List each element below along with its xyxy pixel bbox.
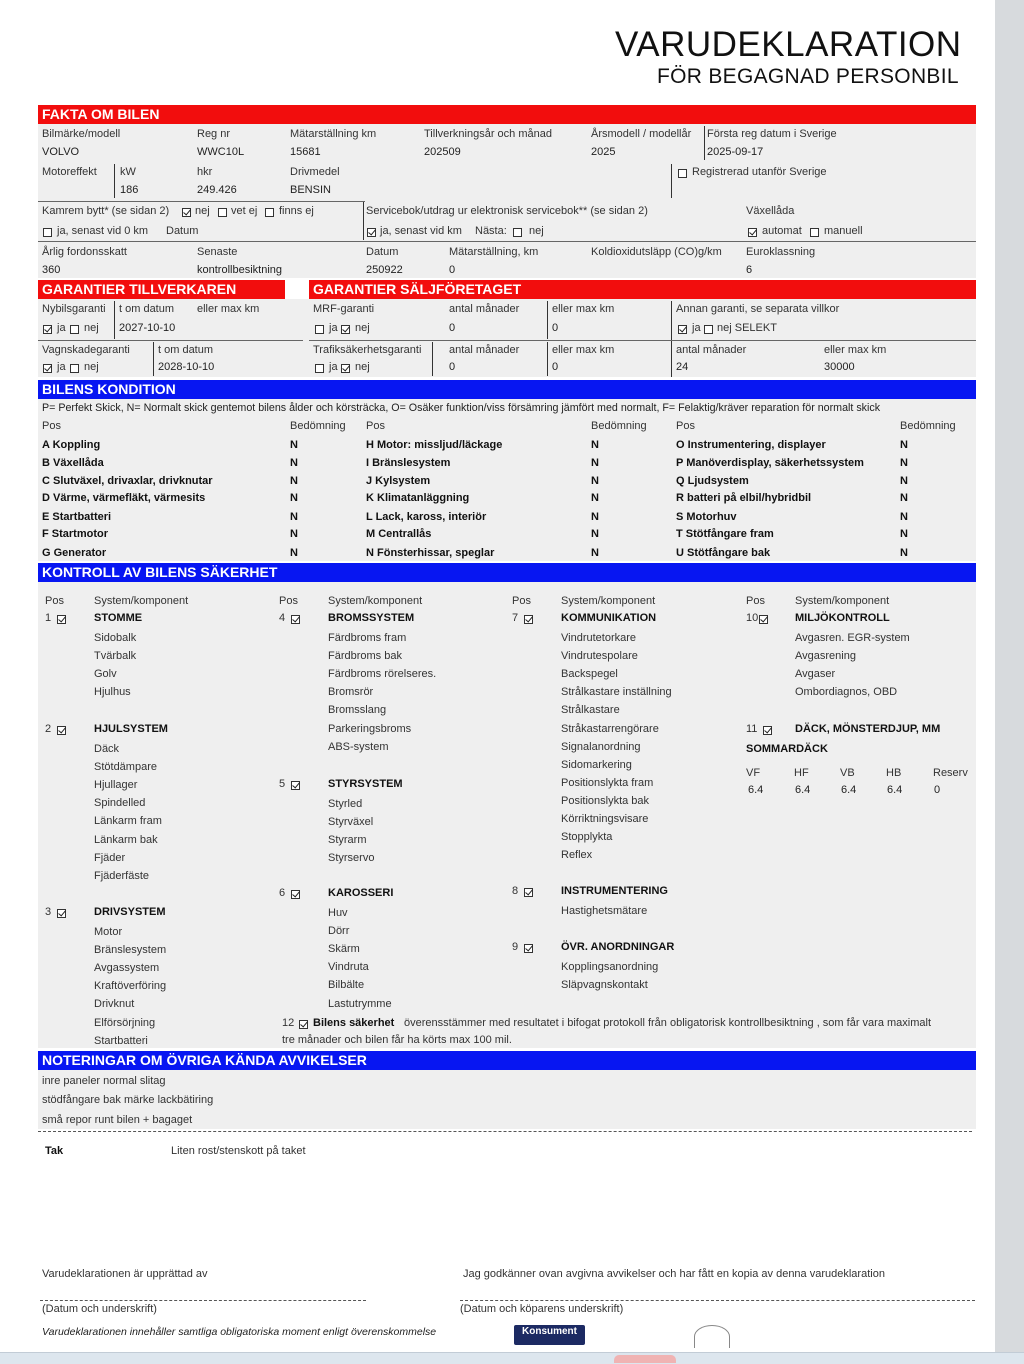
label-dack-hb: HB	[886, 767, 902, 779]
group-number: 1	[45, 612, 52, 624]
value-tak: Liten rost/stenskott på taket	[171, 1145, 306, 1157]
component-item: Länkarm bak	[94, 833, 158, 846]
component-item: Vindrutespolare	[561, 650, 638, 663]
value-matarstallning: 15681	[290, 146, 321, 158]
group-checkbox[interactable]	[763, 726, 772, 735]
component-item: Stråkastarrengörare	[561, 722, 659, 735]
kondition-grade: N	[900, 547, 908, 559]
group-title: INSTRUMENTERING	[561, 885, 668, 897]
label-trafik-max: eller max km	[552, 344, 615, 356]
scrollbar-track[interactable]	[995, 0, 1024, 1363]
label-pos: Pos	[746, 595, 765, 607]
label-kw: kW	[120, 166, 136, 178]
group-checkbox[interactable]	[57, 615, 66, 624]
label-trafik-nej: nej	[355, 361, 370, 373]
component-item: Hjulhus	[94, 686, 131, 699]
divider	[704, 126, 705, 160]
bottom-toolbar	[0, 1352, 1024, 1364]
label-pos: Pos	[279, 595, 298, 607]
section-heading-garantier-tillverkaren: GARANTIER TILLVERKAREN	[38, 280, 285, 299]
label-trafik-garanti: Trafiksäkerhetsgaranti	[313, 344, 422, 356]
label-forsta-reg: Första reg datum i Sverige	[707, 128, 837, 140]
component-item: Avgaser	[795, 668, 836, 681]
registrerad-utanfor-checkbox[interactable]	[678, 169, 687, 178]
component-item: Länkarm fram	[94, 815, 162, 828]
component-item: Hastighetsmätare	[561, 905, 648, 917]
component-item: Körriktningsvisare	[561, 813, 649, 825]
label-godkanner: Jag godkänner ovan avgivna avvikelser och har fått en kopia av denna varudeklaration	[463, 1268, 885, 1280]
vaxel-automat-checkbox[interactable]	[748, 228, 757, 237]
label-kamrem-finnsej: finns ej	[279, 205, 314, 217]
component-item: Positionslykta fram	[561, 776, 654, 789]
kondition-grade: N	[900, 492, 908, 504]
label-vaxellada: Växellåda	[746, 205, 795, 217]
kamrem-km-checkbox[interactable]	[43, 228, 52, 237]
toolbar-button[interactable]	[614, 1355, 676, 1363]
nybil-nej-checkbox[interactable]	[70, 325, 79, 334]
value-fordonsskatt: 360	[42, 264, 61, 276]
component-item: Parkeringsbroms	[328, 722, 412, 735]
vagn-ja-checkbox[interactable]	[43, 364, 52, 373]
footer-note: Varudeklarationen innehåller samtliga obligatoriska moment enligt överenskommelse	[42, 1326, 437, 1338]
label-dack-hf: HF	[794, 767, 809, 779]
component-item: Färdbroms bak	[328, 650, 402, 663]
service-nej-checkbox[interactable]	[513, 228, 522, 237]
component-item: Tvärbalk	[94, 650, 137, 663]
component-item: Vindruta	[328, 961, 369, 974]
kondition-item: O Instrumentering, displayer	[676, 439, 826, 451]
kondition-grade: N	[900, 475, 908, 487]
section-heading-sakerhet: KONTROLL AV BILENS SÄKERHET	[38, 563, 976, 582]
group-title: HJULSYSTEM	[94, 723, 168, 735]
label-bedomning: Bedömning	[591, 420, 647, 432]
group-title: DRIVSYSTEM	[94, 906, 166, 918]
label-dack-vf: VF	[746, 767, 761, 779]
section-heading-kondition: BILENS KONDITION	[38, 380, 976, 399]
value-tillverkningsar: 202509	[424, 146, 461, 158]
kamrem-vetej-checkbox[interactable]	[265, 208, 274, 217]
component-item: Strålkastare	[561, 704, 620, 717]
label-service-nej: nej	[529, 225, 544, 237]
kondition-grade: N	[591, 475, 599, 487]
kondition-item: N Fönsterhissar, speglar	[366, 547, 495, 559]
component-item: Signalanordning	[561, 740, 641, 753]
component-item: Färdbroms fram	[328, 632, 407, 644]
label-vagn-tom: t om datum	[158, 344, 214, 356]
kondition-grade: N	[591, 492, 599, 504]
label-annan-max: eller max km	[824, 344, 887, 356]
trafik-nej-checkbox[interactable]	[341, 364, 350, 373]
label-regnr: Reg nr	[197, 128, 231, 140]
component-item: Vindrutetorkare	[561, 632, 637, 644]
group-title: KOMMUNIKATION	[561, 612, 657, 624]
component-item: ABS-system	[328, 740, 389, 753]
vaxel-manuell-checkbox[interactable]	[810, 228, 819, 237]
kondition-grade: N	[290, 492, 298, 504]
label-service-ja: ja, senast vid km	[380, 225, 462, 237]
kondition-grade: N	[290, 457, 298, 469]
component-item: Avgassystem	[94, 962, 160, 975]
mrf-ja-checkbox[interactable]	[315, 325, 324, 334]
label-pos: Pos	[45, 595, 64, 607]
seal-icon	[694, 1325, 730, 1348]
value-arsmodell: 2025	[591, 146, 616, 158]
divider	[153, 342, 154, 376]
label-bilmarke: Bilmärke/modell	[42, 128, 121, 140]
kondition-grade: N	[591, 457, 599, 469]
component-item: Styrservo	[328, 852, 375, 865]
component-item: Bromsrör	[328, 686, 374, 699]
pos-12-checkbox[interactable]	[299, 1020, 308, 1029]
label-trafik-ja: ja	[329, 361, 338, 373]
label-vagnskadegaranti: Vagnskadegaranti	[42, 344, 130, 356]
component-item: Bromsslang	[328, 704, 387, 717]
label-vaxel-manuell: manuell	[824, 225, 863, 237]
label-kamrem-vetej: vet ej	[231, 205, 258, 217]
group-number: 3	[45, 906, 52, 918]
label-mrf-garanti: MRF-garanti	[313, 303, 375, 315]
label-dack-vb: VB	[840, 767, 855, 779]
value-bilmarke: VOLVO	[42, 146, 80, 158]
divider	[114, 301, 115, 339]
component-item: Styrväxel	[328, 816, 374, 829]
kondition-item: K Klimatanläggning	[366, 492, 470, 504]
label-fordonsskatt: Årlig fordonsskatt	[42, 246, 127, 258]
bilens-sakerhet-text: överensstämmer med resultatet i bifogat protokoll från obligatorisk kontrollbesiktning , som får vara maximalt	[404, 1017, 932, 1029]
component-item: Stopplykta	[561, 831, 613, 844]
divider	[38, 241, 976, 242]
component-item: Skärm	[328, 943, 360, 956]
value-datum: 250922	[366, 264, 403, 276]
label-nybil-tom: t om datum	[119, 303, 175, 315]
label-upprattad-av: Varudeklarationen är upprättad av	[42, 1268, 208, 1280]
component-item: Styrarm	[328, 834, 367, 847]
divider	[547, 301, 548, 339]
annan-ja-checkbox[interactable]	[678, 325, 687, 334]
value-trafik-max: 0	[552, 361, 559, 373]
kondition-grade: N	[591, 528, 599, 540]
kondition-item: L Lack, kaross, interiör	[366, 511, 487, 523]
konsument-logo: Konsument	[514, 1325, 585, 1345]
value-annan-max: 30000	[824, 361, 855, 373]
group-number: 6	[279, 887, 286, 899]
divider	[114, 164, 115, 198]
component-item: Ombordiagnos, OBD	[795, 686, 898, 699]
kamrem-ja-checkbox[interactable]	[182, 208, 191, 217]
value-dack-hf: 6.4	[795, 784, 811, 796]
group-number: 7	[512, 612, 519, 624]
label-nybilsgaranti: Nybilsgaranti	[42, 303, 106, 315]
service-ja-checkbox[interactable]	[367, 228, 376, 237]
component-item: Styrled	[328, 798, 363, 810]
divider	[38, 340, 303, 341]
group-number: 10	[746, 612, 759, 624]
component-item: Sidobalk	[94, 632, 137, 644]
component-item: Strålkastare inställning	[561, 686, 672, 699]
kondition-item: H Motor: missljud/läckage	[366, 439, 503, 451]
group-checkbox[interactable]	[759, 615, 768, 624]
label-pos: Pos	[676, 420, 695, 432]
kondition-legend: P= Perfekt Skick, N= Normalt skick gentemot bilens ålder och körsträcka, O= Osäker funktion/viss försämring jämfört med normalt, F= Felaktig/kräver reparation för normalt skick	[42, 402, 881, 414]
kondition-item: Q Ljudsystem	[676, 475, 749, 487]
component-item: Huv	[328, 907, 348, 919]
divider	[671, 164, 672, 198]
kondition-item: D Värme, värmefläkt, värmesits	[42, 492, 206, 504]
section-heading-fakta: FAKTA OM BILEN	[38, 105, 976, 124]
component-item: Elförsörjning	[94, 1016, 156, 1029]
component-item: Fjäderfäste	[94, 869, 150, 882]
kondition-grade: N	[290, 439, 298, 451]
kondition-item: R batteri på elbil/hybridbil	[676, 492, 812, 504]
label-dack-reserv: Reserv	[933, 767, 968, 779]
group-checkbox[interactable]	[524, 615, 533, 624]
group-title: BROMSSYSTEM	[328, 612, 415, 624]
section-heading-garantier-saljforetaget: GARANTIER SÄLJFÖRETAGET	[309, 280, 976, 299]
group-title: DÄCK, MÖNSTERDJUP, MM	[795, 723, 941, 735]
label-annan-garanti: Annan garanti, se separata villkor	[676, 303, 840, 315]
label-nybil-nej: nej	[84, 322, 99, 334]
kondition-item: U Stötfångare bak	[676, 547, 771, 559]
value-regnr: WWC10L	[197, 146, 245, 158]
label-sys: System/komponent	[94, 595, 189, 607]
label-kamrem: Kamrem bytt* (se sidan 2)	[42, 205, 170, 217]
signature-line-buyer[interactable]	[460, 1300, 975, 1301]
label-vagn-nej: nej	[84, 361, 99, 373]
label-vagn-ja: ja	[57, 361, 66, 373]
component-item: Golv	[94, 668, 117, 681]
component-item: Startbatteri	[94, 1034, 148, 1047]
value-mrf-antal: 0	[449, 322, 456, 334]
divider	[363, 202, 364, 240]
label-pos-12: 12	[282, 1017, 295, 1029]
label-pos: Pos	[512, 595, 531, 607]
value-annan-antal: 24	[676, 361, 689, 373]
kondition-grade: N	[290, 511, 298, 523]
label-datum-underskrift: (Datum och underskrift)	[42, 1303, 157, 1315]
component-item: Stötdämpare	[94, 761, 157, 774]
value-hk: 249.426	[197, 184, 237, 196]
kondition-grade: N	[290, 547, 298, 559]
value-kw: 186	[120, 184, 139, 196]
label-mrf-max: eller max km	[552, 303, 615, 315]
group-checkbox[interactable]	[524, 944, 533, 953]
label-servicebok: Servicebok/utdrag ur elektronisk servicebok** (se sidan 2)	[366, 205, 648, 217]
label-mrf-ja: ja	[329, 322, 338, 334]
component-item: Motor	[94, 926, 123, 938]
group-checkbox[interactable]	[57, 909, 66, 918]
label-datum: Datum	[366, 246, 399, 258]
kondition-item: B Växellåda	[42, 457, 104, 469]
kondition-grade: N	[290, 475, 298, 487]
value-dack-hb: 6.4	[887, 784, 903, 796]
value-dack-vb: 6.4	[841, 784, 857, 796]
notering-line: små repor runt bilen + bagaget	[42, 1114, 193, 1126]
label-annan-ja: ja	[692, 322, 701, 334]
kondition-item: S Motorhuv	[676, 511, 737, 523]
component-item: Positionslykta bak	[561, 794, 650, 807]
label-bedomning: Bedömning	[900, 420, 956, 432]
trafik-ja-checkbox[interactable]	[315, 364, 324, 373]
signature-line-seller[interactable]	[40, 1300, 366, 1301]
component-item: Fjäder	[94, 851, 126, 864]
label-annan-antal: antal månader	[676, 344, 747, 356]
component-item: Bilbälte	[328, 979, 365, 992]
kondition-item: P Manöverdisplay, säkerhetssystem	[676, 457, 864, 469]
kondition-grade: N	[591, 511, 599, 523]
label-mrf-antal: antal månader	[449, 303, 520, 315]
notering-line: inre paneler normal slitag	[42, 1075, 166, 1087]
group-number: 2	[45, 723, 52, 735]
kondition-item: M Centrallås	[366, 528, 432, 540]
kondition-item: E Startbatteri	[42, 511, 112, 523]
component-item: Däck	[94, 743, 120, 755]
divider	[432, 342, 433, 376]
document-title: VARUDEKLARATION	[615, 25, 962, 64]
label-nybil-ja: ja	[57, 322, 66, 334]
kamrem-nej-checkbox[interactable]	[218, 208, 227, 217]
component-item: Reflex	[561, 849, 593, 862]
kondition-item: T Stötfångare fram	[676, 528, 774, 540]
group-title: STYRSYSTEM	[328, 778, 403, 790]
group-title: ÖVR. ANORDNINGAR	[561, 941, 675, 953]
component-item: Dörr	[328, 925, 350, 938]
component-item: Kraftöverföring	[94, 980, 167, 993]
value-vagn-date: 2028-10-10	[158, 361, 215, 373]
label-pos: Pos	[42, 420, 61, 432]
value-trafik-antal: 0	[449, 361, 456, 373]
group-checkbox[interactable]	[57, 726, 66, 735]
label-matar-km: Mätarställning, km	[449, 246, 539, 258]
group-title: STOMME	[94, 612, 143, 624]
label-service-nasta: Nästa:	[475, 225, 507, 237]
kondition-item: I Bränslesystem	[366, 457, 451, 469]
label-euroklass: Euroklassning	[746, 246, 816, 258]
vagn-nej-checkbox[interactable]	[70, 364, 79, 373]
value-forsta-reg: 2025-09-17	[707, 146, 764, 158]
component-item: Avgasrening	[795, 650, 856, 663]
label-bedomning: Bedömning	[290, 420, 346, 432]
group-number: 4	[279, 612, 286, 624]
value-matar-km: 0	[449, 264, 456, 276]
document-subtitle: FÖR BEGAGNAD PERSONBIL	[657, 65, 959, 88]
kondition-grade: N	[591, 439, 599, 451]
group-number: 5	[279, 778, 286, 790]
kondition-item: A Koppling	[42, 439, 101, 451]
component-item: Hjullager	[94, 779, 138, 792]
value-dack-vf: 6.4	[748, 784, 764, 796]
component-item: Färdbroms rörelseres.	[328, 668, 437, 681]
label-annan-text: nej SELEKT	[717, 322, 777, 334]
label-bilens-sakerhet: Bilens säkerhet	[313, 1017, 395, 1029]
label-senaste: Senaste	[197, 246, 238, 258]
label-kamrem-datum: Datum	[166, 225, 199, 237]
component-item: Kopplingsanordning	[561, 961, 659, 973]
value-nybil-date: 2027-10-10	[119, 322, 176, 334]
component-item: Lastutrymme	[328, 997, 392, 1010]
dashed-divider	[38, 1131, 972, 1132]
label-hk: hkr	[197, 166, 213, 178]
group-number: 8	[512, 885, 519, 897]
kondition-item: G Generator	[42, 547, 107, 559]
component-item: Backspegel	[561, 668, 618, 681]
value-senaste: kontrollbesiktning	[197, 264, 282, 276]
label-sys: System/komponent	[795, 595, 890, 607]
label-registrerad-utanfor: Registrerad utanför Sverige	[692, 166, 827, 178]
kondition-grade: N	[591, 547, 599, 559]
label-tak: Tak	[45, 1145, 64, 1157]
label-motoreffekt: Motoreffekt	[42, 166, 97, 178]
notering-line: stödfångare bak märke lackbätiring	[42, 1094, 214, 1106]
section-heading-noteringar: NOTERINGAR OM ÖVRIGA KÄNDA AVVIKELSER	[38, 1051, 976, 1070]
group-title: MILJÖKONTROLL	[795, 612, 890, 624]
group-checkbox[interactable]	[524, 888, 533, 897]
divider	[547, 342, 548, 376]
group-number: 11	[746, 723, 758, 735]
label-vaxel-automat: automat	[762, 225, 802, 237]
group-checkbox[interactable]	[291, 781, 300, 790]
group-checkbox[interactable]	[291, 615, 300, 624]
bilens-sakerhet-text-2: tre månader och bilen får ha körts max 100 mil.	[282, 1034, 512, 1046]
value-mrf-max: 0	[552, 322, 559, 334]
divider	[309, 340, 976, 341]
component-item: Avgasren. EGR-system	[795, 632, 910, 644]
value-drivmedel: BENSIN	[290, 184, 331, 196]
component-item: Drivknut	[94, 998, 135, 1011]
label-arsmodell: Årsmodell / modellår	[591, 128, 692, 140]
label-nybil-max: eller max km	[197, 303, 260, 315]
component-item: Bränslesystem	[94, 944, 167, 957]
kondition-grade: N	[290, 528, 298, 540]
label-sys: System/komponent	[561, 595, 656, 607]
group-title: KAROSSERI	[328, 887, 394, 899]
label-drivmedel: Drivmedel	[290, 166, 340, 178]
label-kamrem-nej: nej	[195, 205, 210, 217]
label-kopare-underskrift: (Datum och köparens underskrift)	[460, 1303, 624, 1315]
label-koldioxid: Koldioxidutsläpp (CO)g/km	[591, 246, 722, 258]
divider	[38, 201, 365, 202]
value-dack-reserv: 0	[934, 784, 941, 796]
label-tillverkningsar: Tillverkningsår och månad	[424, 128, 552, 140]
mrf-nej-checkbox[interactable]	[341, 325, 350, 334]
kondition-item: C Slutväxel, drivaxlar, drivknutar	[42, 475, 213, 487]
kondition-grade: N	[900, 439, 908, 451]
kondition-grade: N	[900, 511, 908, 523]
kondition-item: F Startmotor	[42, 528, 108, 540]
component-item: Sidomarkering	[561, 758, 632, 771]
nybil-ja-checkbox[interactable]	[43, 325, 52, 334]
value-euroklass: 6	[746, 264, 753, 276]
kondition-grade: N	[900, 528, 908, 540]
label-kamrem-km: ja, senast vid 0 km	[57, 225, 149, 237]
label-mrf-nej: nej	[355, 322, 370, 334]
annan-nej-checkbox[interactable]	[704, 325, 713, 334]
group-number: 9	[512, 941, 519, 953]
label-matarstallning: Mätarställning km	[290, 128, 377, 140]
kondition-item: J Kylsystem	[366, 475, 431, 487]
label-pos: Pos	[366, 420, 385, 432]
kondition-grade: N	[900, 457, 908, 469]
group-subtitle: SOMMARDÄCK	[746, 743, 828, 755]
label-sys: System/komponent	[328, 595, 423, 607]
group-checkbox[interactable]	[291, 890, 300, 899]
label-trafik-antal: antal månader	[449, 344, 520, 356]
component-item: Släpvagnskontakt	[561, 979, 648, 992]
component-item: Spindelled	[94, 797, 146, 810]
divider	[671, 301, 672, 377]
